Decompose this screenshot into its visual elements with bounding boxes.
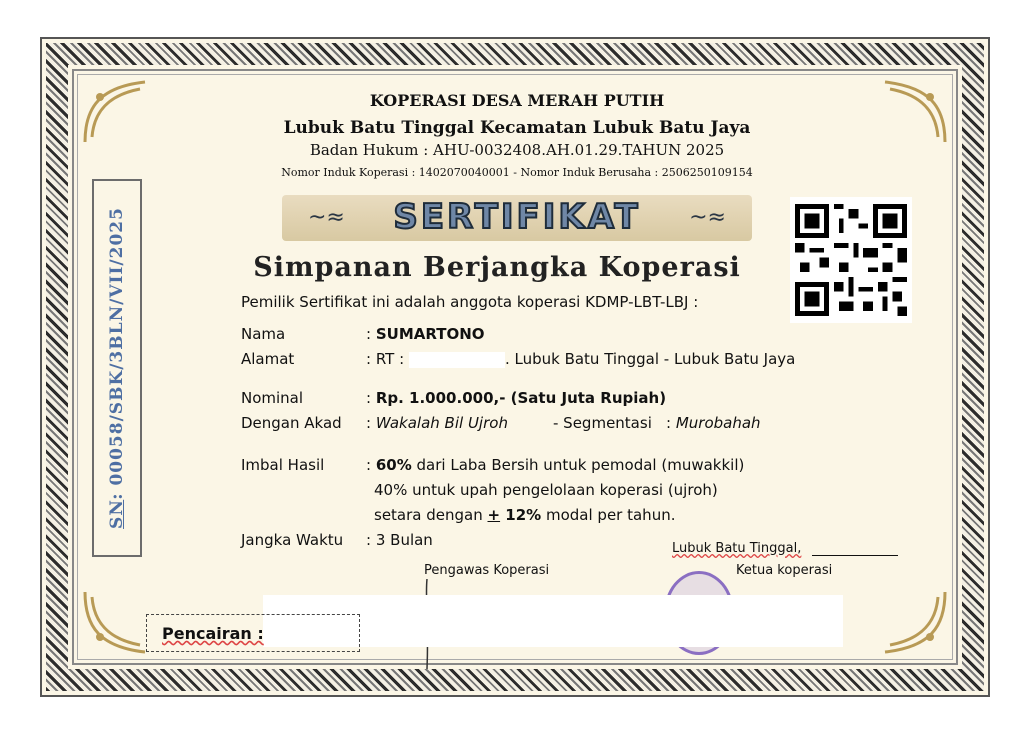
corner-ornament-icon xyxy=(880,587,950,657)
imbal-line-1: : 60% dari Laba Bersih untuk pemodal (muwakkil) xyxy=(366,456,745,474)
intro-text: Pemilik Sertifikat ini adalah anggota koperasi KDMP-LBT-LBJ : xyxy=(241,293,699,311)
pencairan-label: Pencairan : xyxy=(162,624,264,643)
imbal-line-3: setara dengan + 12% modal per tahun. xyxy=(374,506,676,524)
jangka-value: 3 Bulan xyxy=(375,531,433,549)
legal-entity: Badan Hukum : AHU-0032408.AH.01.29.TAHUN 2025 xyxy=(309,141,725,159)
imbal-pct: 60% xyxy=(375,456,412,474)
registration-numbers: Nomor Induk Koperasi : 1402070040001 - Nomor Induk Berusaha : 2506250109154 xyxy=(281,166,753,179)
imbal-line-2: 40% untuk upah pengelolaan koperasi (ujroh) xyxy=(374,481,718,499)
alamat-prefix: RT : xyxy=(375,350,405,368)
org-location: Lubuk Batu Tinggal Kecamatan Lubuk Batu Jaya xyxy=(283,118,751,138)
corner-ornament-icon xyxy=(80,587,150,657)
segmentasi-label: - Segmentasi xyxy=(553,414,652,432)
nominal-field: : Rp. 1.000.000,- (Satu Juta Rupiah) xyxy=(366,389,667,407)
nama-label: Nama xyxy=(241,325,286,343)
nominal-value: Rp. 1.000.000,- (Satu Juta Rupiah) xyxy=(375,389,667,407)
qr-code-icon xyxy=(790,197,912,323)
serial-number xyxy=(107,207,127,529)
swirl-right-icon: ~≈ xyxy=(689,205,726,230)
date-line xyxy=(812,555,898,556)
segmentasi-field: : Murobahah xyxy=(666,414,761,432)
certificate-banner xyxy=(282,195,752,241)
redacted-area xyxy=(409,352,505,368)
nominal-label: Nominal xyxy=(241,389,304,407)
alamat-suffix: . Lubuk Batu Tinggal - Lubuk Batu Jaya xyxy=(504,350,796,368)
akad-field: : Wakalah Bil Ujroh xyxy=(366,414,508,432)
nama-value: SUMARTONO xyxy=(375,325,485,343)
swirl-left-icon: ~≈ xyxy=(308,205,345,230)
org-name: KOPERASI DESA MERAH PUTIH xyxy=(369,91,665,110)
serial-number-box xyxy=(92,179,142,557)
alamat-label: Alamat xyxy=(241,350,295,368)
certificate xyxy=(40,37,990,697)
serial-value: : 00058/SBK/3BLN/VII/2025 xyxy=(107,207,127,500)
jangka-field: : 3 Bulan xyxy=(366,531,433,549)
nama-field: : SUMARTONO xyxy=(366,325,485,343)
akad-label: Dengan Akad xyxy=(241,414,342,432)
alamat-field: : RT : . Lubuk Batu Tinggal - Lubuk Batu Jaya xyxy=(366,350,796,368)
certificate-subtitle: Simpanan Berjangka Koperasi xyxy=(253,252,741,283)
ketua-title: Ketua koperasi xyxy=(736,563,833,578)
imbal-label: Imbal Hasil xyxy=(241,456,325,474)
akad-value: Wakalah Bil Ujroh xyxy=(375,414,508,432)
jangka-label: Jangka Waktu xyxy=(241,531,344,549)
pengawas-title: Pengawas Koperasi xyxy=(424,563,550,578)
banner-title: SERTIFIKAT xyxy=(393,197,641,237)
segmentasi-value: Murobahah xyxy=(675,414,761,432)
place-date: Lubuk Batu Tinggal, xyxy=(672,541,802,556)
serial-prefix: SN xyxy=(107,499,127,529)
